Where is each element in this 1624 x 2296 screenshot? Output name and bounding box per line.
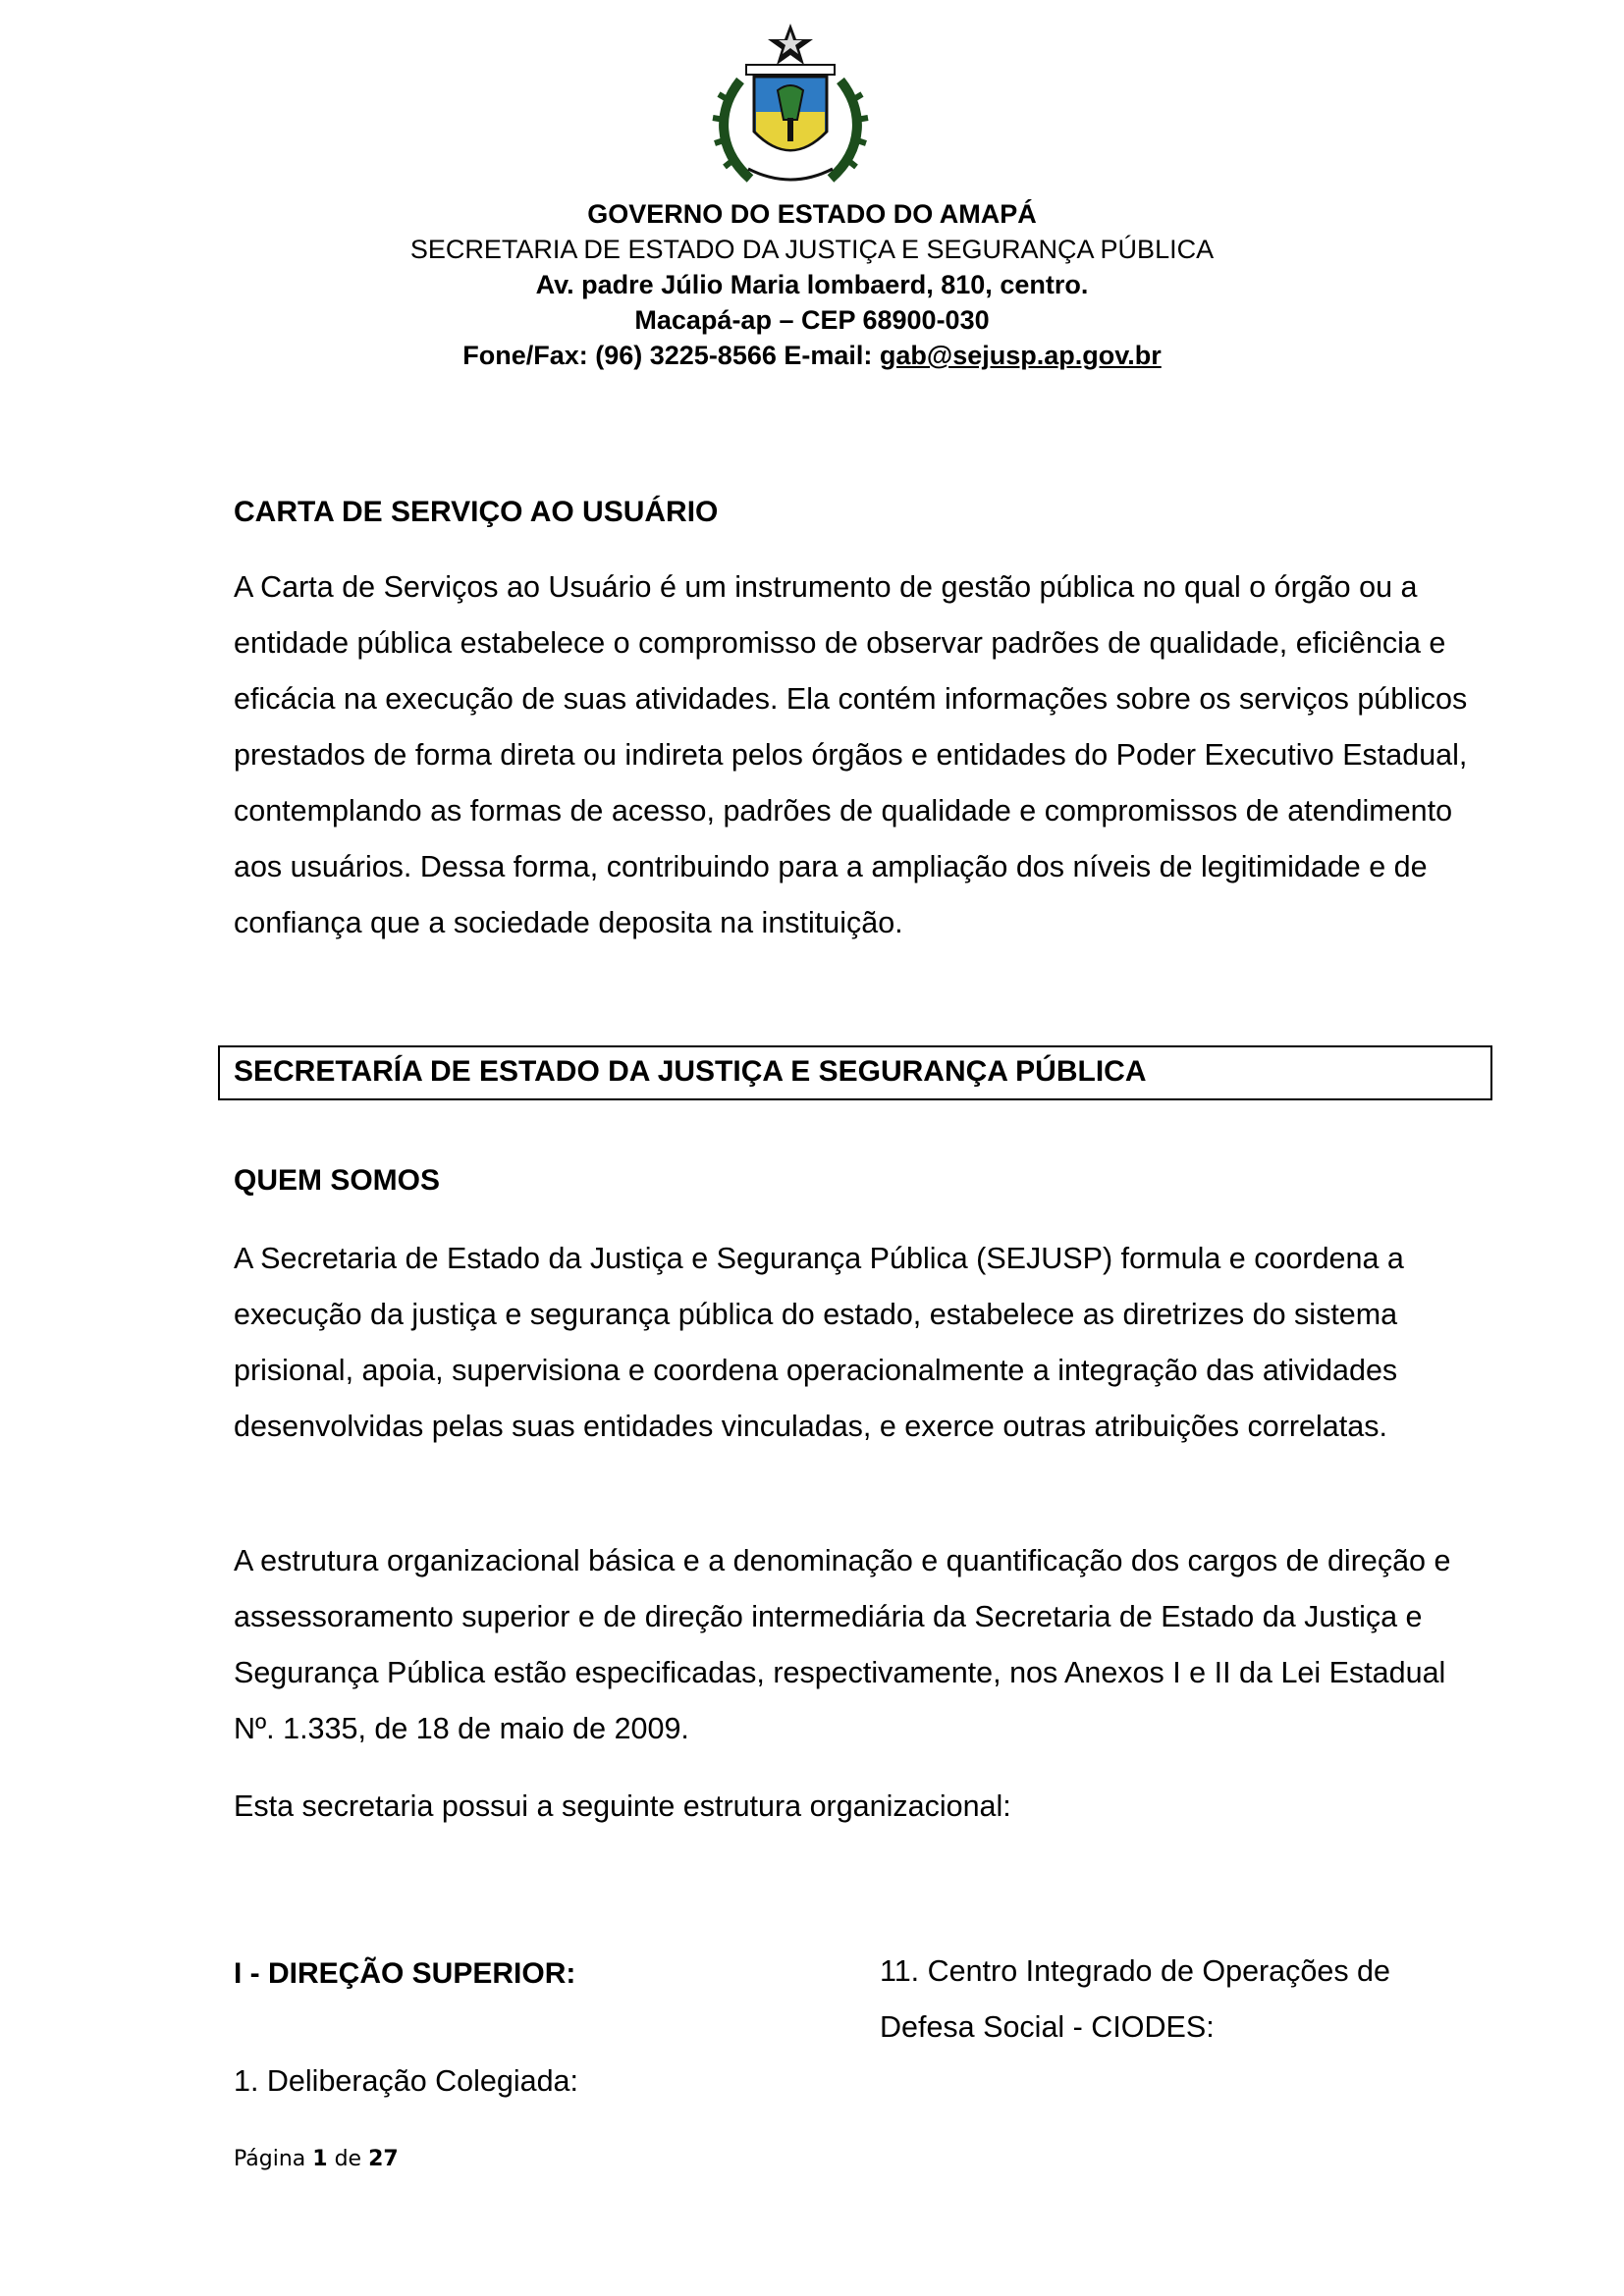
footer-total-pages: 27 [368, 2147, 399, 2171]
address-line: Av. padre Júlio Maria lombaerd, 810, centro. [535, 270, 1089, 299]
carta-title: CARTA DE SERVIÇO AO USUÁRIO [234, 496, 719, 528]
footer-of-label: de [334, 2147, 362, 2171]
state-coat-of-arms-icon [699, 22, 882, 194]
city-cep-line: Macapá-ap – CEP 68900-030 [634, 305, 990, 335]
structure-item-11: 11. Centro Integrado de Operações de Defesa Social - CIODES: [880, 1954, 1390, 2044]
email-link[interactable]: gab@sejusp.ap.gov.br [879, 341, 1162, 370]
footer-page-label: Página [234, 2147, 306, 2171]
boxed-title-text: SECRETARÍA DE ESTADO DA JUSTIÇA E SEGURANÇA PÚBLICA [234, 1055, 1147, 1088]
government-name: GOVERNO DO ESTADO DO AMAPÁ [587, 199, 1037, 229]
quem-somos-paragraph-3: Esta secretaria possui a seguinte estrutura organizacional: [234, 1789, 1011, 1823]
contact-line [0, 338, 1624, 373]
letterhead [0, 196, 1624, 373]
secretariat-name: SECRETARIA DE ESTADO DA JUSTIÇA E SEGURANÇA PÚBLICA [409, 235, 1215, 264]
quem-somos-paragraph-1: A Secretaria de Estado da Justiça e Segurança Pública (SEJUSP) formula e coordena a execução da justiça e segurança pública do estado, estabelece as diretrizes do sistema prisional, apoia, supervisiona e coordena operacionalmente a integração das atividades desenvolvidas pelas suas entidades vinculadas, e exerce outras atribuições correlatas. [234, 1242, 1404, 1443]
phone-fax-text: Fone/Fax: (96) 3225-8566 E-mail: [462, 341, 880, 370]
secretariat-boxed-title [218, 1045, 1492, 1100]
quem-somos-title: QUEM SOMOS [234, 1164, 441, 1197]
direcao-superior-heading: I - DIREÇÃO SUPERIOR: [234, 1957, 576, 1990]
page-footer [234, 2147, 399, 2171]
footer-page-number: 1 [312, 2147, 328, 2171]
quem-somos-paragraph-2: A estrutura organizacional básica e a denominação e quantificação dos cargos de direção e assessoramento superior e de direção intermediária da Secretaria de Estado da Justiça e Segurança Pública estão especificadas, respectivamente, nos Anexos I e II da Lei Estadual Nº. 1.335, de 18 de maio de 2009. [234, 1544, 1451, 1745]
structure-item-1: 1. Deliberação Colegiada: [234, 2064, 578, 2098]
carta-paragraph: A Carta de Serviços ao Usuário é um instrumento de gestão pública no qual o órgão ou a entidade pública estabelece o compromisso de observar padrões de qualidade, eficiência e eficácia na execução de suas atividades. Ela contém informações sobre os serviços públicos prestados de forma direta ou indireta pelos órgãos e entidades do Poder Executivo Estadual, contemplando as formas de acesso, padrões de qualidade e compromissos de atendimento aos usuários. Dessa forma, contribuindo para a ampliação dos níveis de legitimidade e de confiança que a sociedade deposita na instituição. [234, 570, 1468, 939]
